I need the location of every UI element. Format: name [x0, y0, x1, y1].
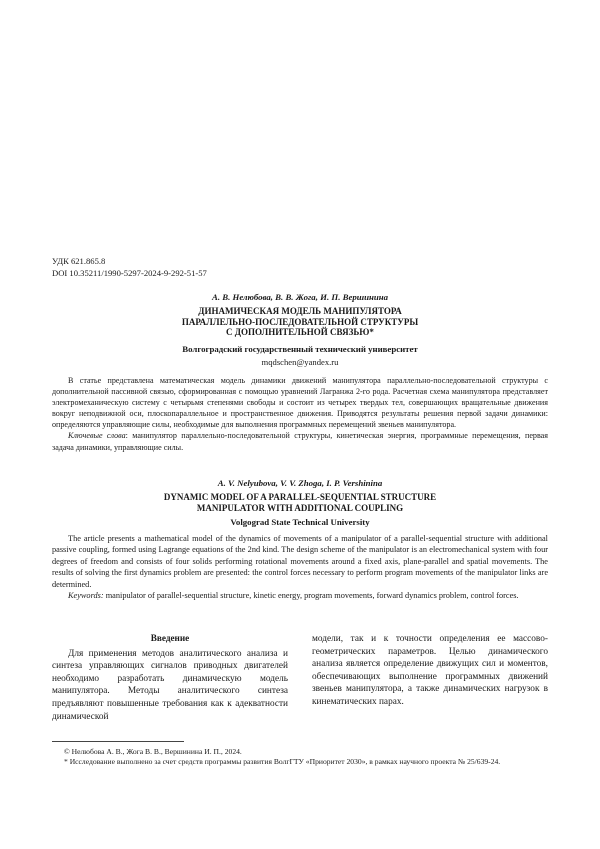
title-en-line: DYNAMIC MODEL OF A PARALLEL-SEQUENTIAL STRUCTURE: [163, 492, 437, 502]
footnotes: [52, 747, 548, 767]
title-ru-line: С ДОПОЛНИТЕЛЬНОЙ СВЯЗЬЮ*: [226, 327, 374, 338]
footnote-divider: [52, 741, 184, 742]
keywords-ru: [52, 430, 548, 452]
keywords-en: [52, 590, 548, 601]
intro-text-right: модели, так и к точности определения ее массово-геометрических параметров. Целью динамического анализа является определение движущих сил и моментов, обеспечивающих выполнение программных движений звеньев манипулятора, а также динамических нагрузок в кинематических парах.: [312, 634, 548, 707]
abstract-en-text: The article presents a mathematical model of the dynamics of movements of a manipulator of a parallel-sequential structure with additional passive coupling, formed using Lagrange equations of the 2nd kind. The design scheme of the manipulator is an electromechanical system with four degrees of freedom and consists of four solids performing rotational movements around a fixed axis, plane-parallel and spatial movements. The results of solving the first dynamics problem are presented: the control forces necessary to perform program movements of the manipulator links are determined.: [52, 534, 548, 589]
keywords-en-label: Keywords:: [68, 591, 104, 601]
keywords-ru-text: : манипулятор параллельно-последовательной структуры, кинетическая энергия, программные перемещения, первая задача динамики, управляющие силы.: [52, 431, 548, 452]
intro-column-right: [312, 633, 548, 709]
authors-en: A. V. Nelyubova, V. V. Zhoga, I. P. Vershinina: [217, 478, 383, 488]
author-email: mqdschen@yandex.ru: [261, 357, 339, 367]
authors-ru: А. В. Нелюбова, В. В. Жога, И. П. Вершинина: [211, 292, 389, 302]
keywords-en-text: manipulator of parallel-sequential structure, kinetic energy, program movements, forward dynamics problem, control forces.: [103, 591, 519, 601]
title-en-line: MANIPULATOR WITH ADDITIONAL COUPLING: [196, 502, 404, 513]
abstract-en: [52, 533, 548, 601]
title-ru-line: ДИНАМИЧЕСКАЯ МОДЕЛЬ МАНИПУЛЯТОРА: [198, 306, 402, 316]
keywords-ru-label: Ключевые слова: [68, 431, 126, 441]
intro-text-left: Для применения методов аналитического анализа и синтеза управляющих сигналов приводных двигателей необходимо разработать динамическую модель манипулятора. Методы аналитического синтеза предъявляют повышенные требования как к адекватности динамической: [52, 648, 288, 722]
abstract-ru-text: В статье представлена математическая модель динамики движений манипулятора параллельно-последовательной структуры с дополнительной пассивной связью, сформированная с помощью уравнений Лагранжа 2-го рода. Расчетная схема манипулятора представляет электромеханическую систему с четырьмя степенями свободы и состоит из четырех твердых тел, совершающих вращательные движения вокруг неподвижной оси, плоскопараллельное и пространственное движения. Приводятся результаты решения первой задачи динамики: определяются управляющие силы, необходимые для выполнения программных перемещений звеньев манипулятора.: [52, 376, 548, 430]
title-en: [52, 492, 548, 513]
udk-code: УДК 621.865.8: [52, 256, 106, 266]
doi: DOI 10.35211/1990-5297-2024-9-292-51-57: [52, 268, 207, 278]
title-ru: [52, 306, 548, 338]
title-ru-line: ПАРАЛЛЕЛЬНО-ПОСЛЕДОВАТЕЛЬНОЙ СТРУКТУРЫ: [181, 316, 419, 327]
funding-note: * Исследование выполнено за счет средств программы развития ВолгГТУ «Приоритет 2030», в рамках научного проекта № 25/639-24.: [64, 757, 501, 766]
intro-column-left: [52, 632, 288, 723]
affiliation-ru: Волгоградский государственный технический университет: [182, 344, 418, 354]
copyright-note: © Нелюбова А. В., Жога В. В., Вершинина И. П., 2024.: [64, 747, 242, 756]
section-heading-intro: Введение: [150, 633, 190, 643]
abstract-ru: [52, 375, 548, 453]
affiliation-en: Volgograd State Technical University: [230, 517, 370, 527]
